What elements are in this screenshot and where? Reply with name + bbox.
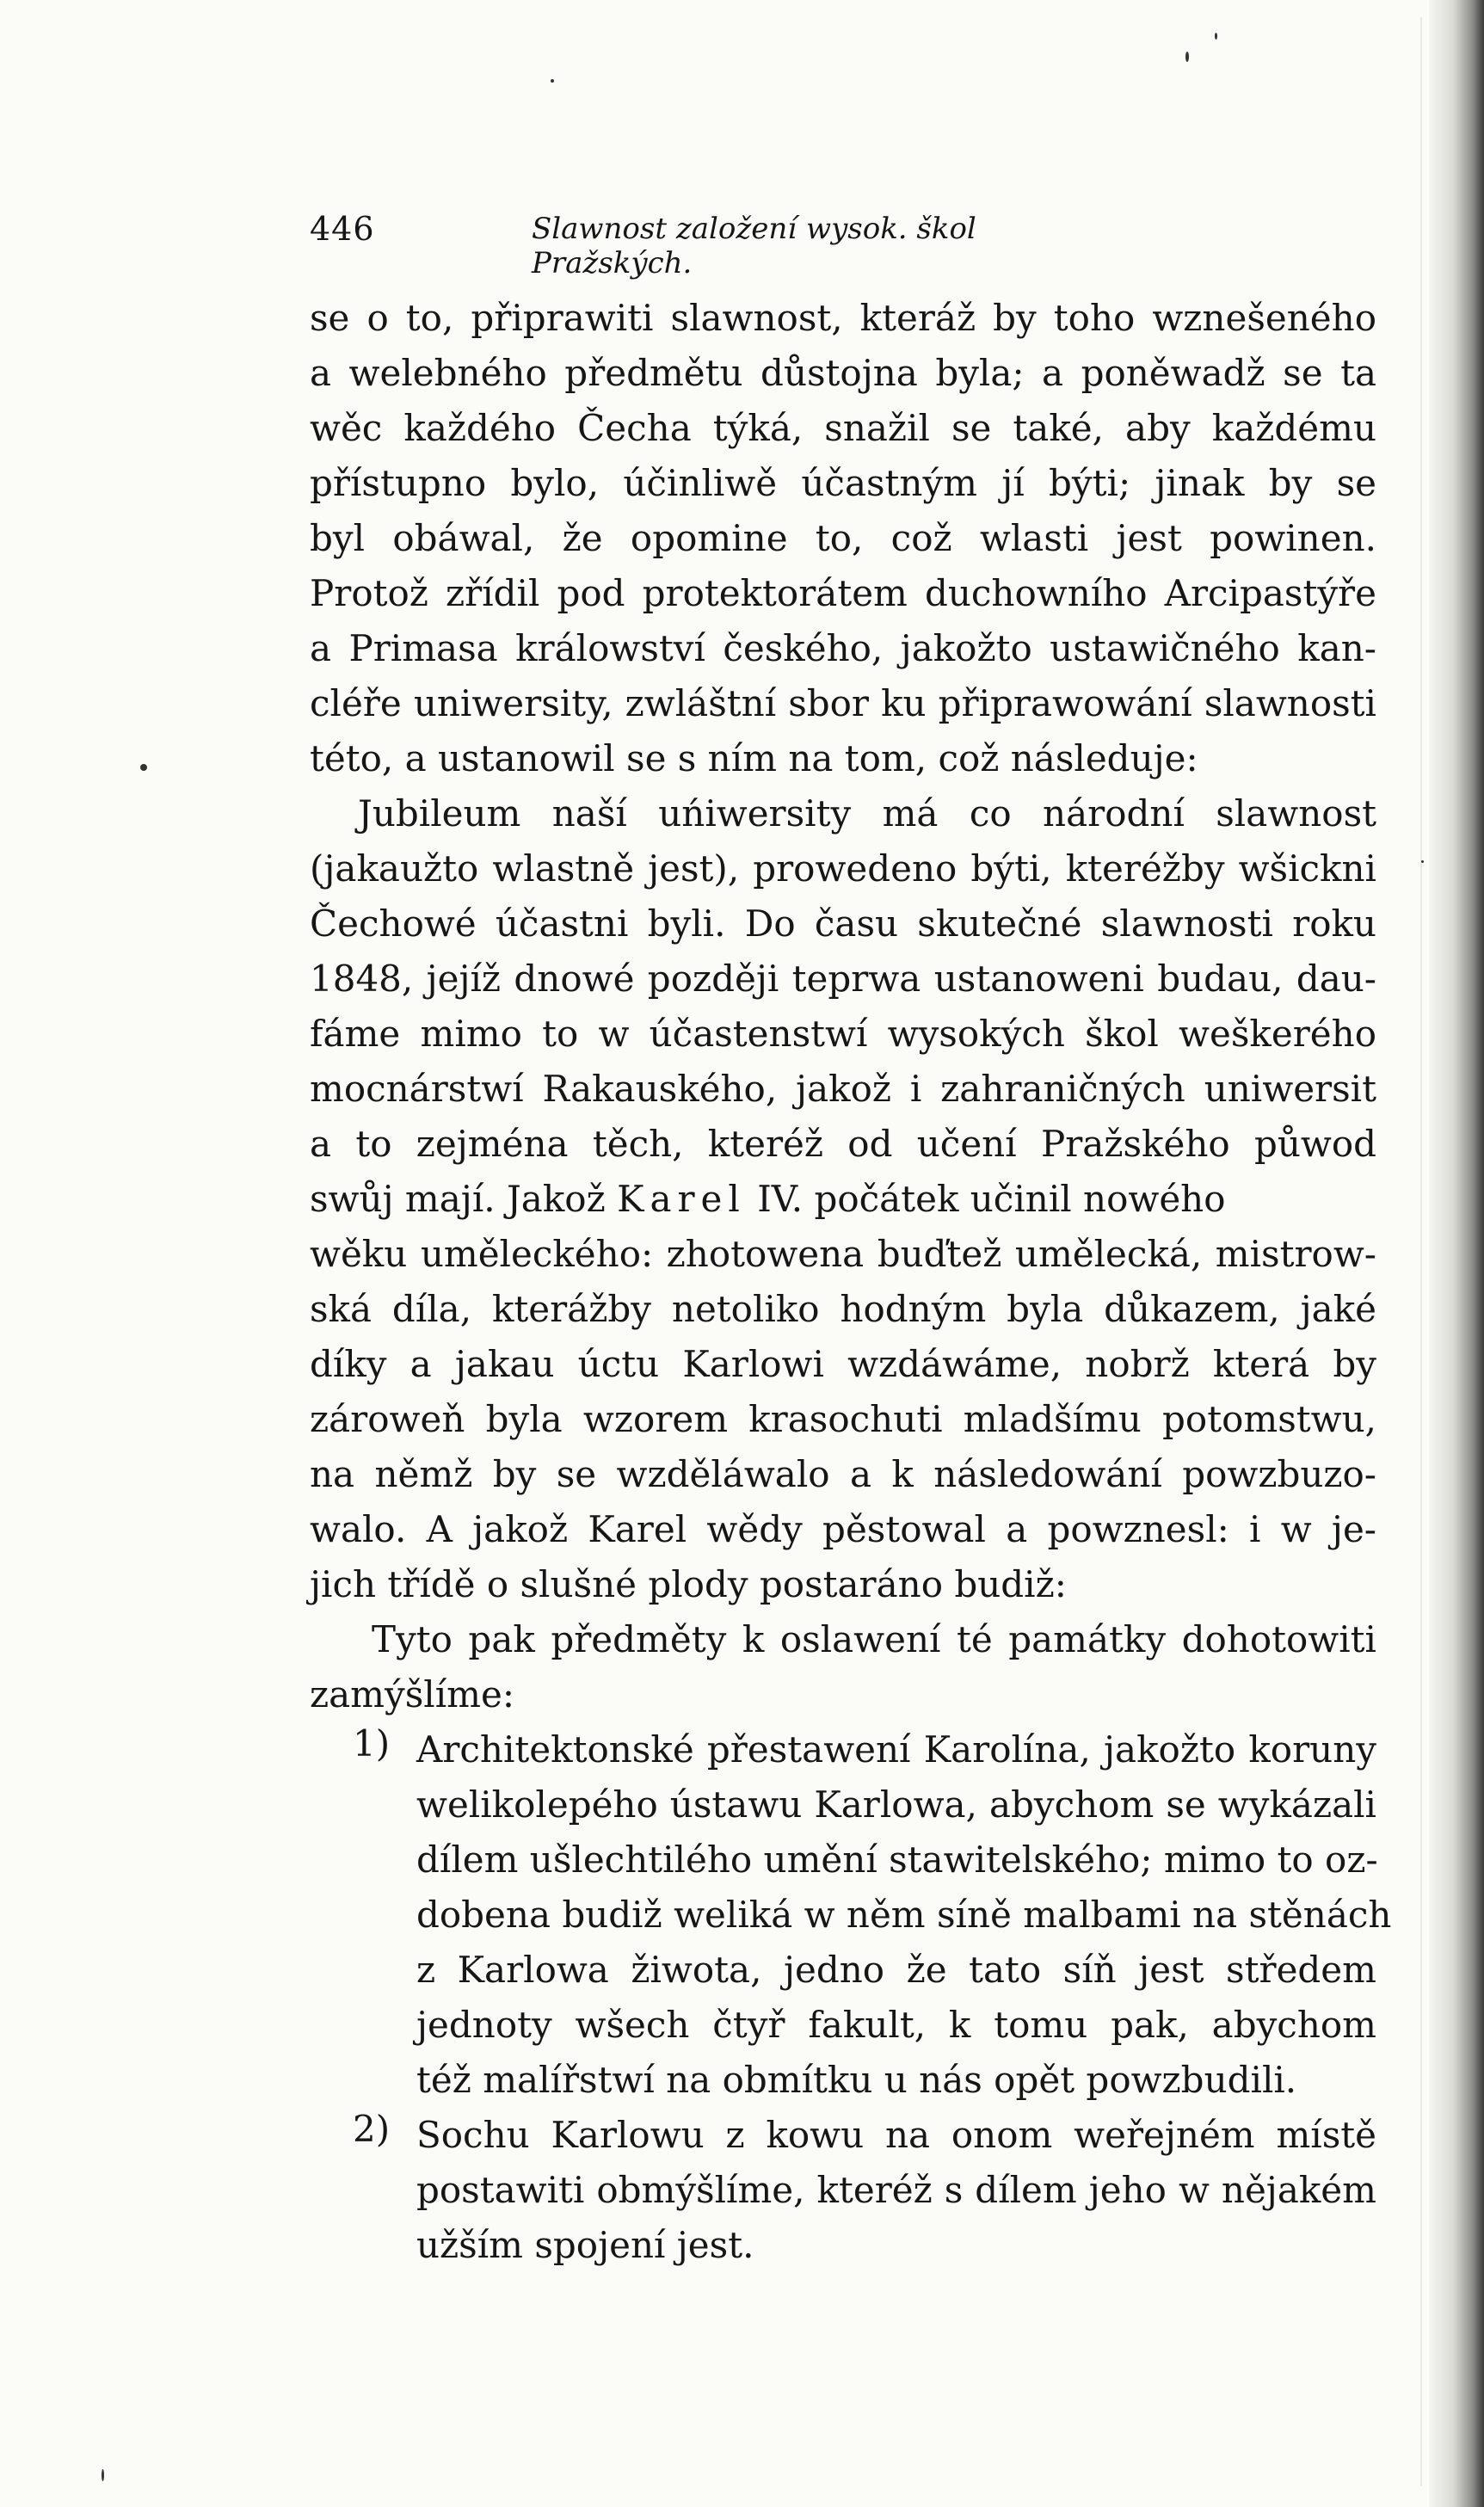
text-line: wěc každého Čecha týká, snažil se také, aby každému	[310, 407, 1376, 449]
text-line: welikolepého ústawu Karlowa, abychom se wykázali	[416, 1783, 1376, 1826]
scan-speck	[551, 79, 554, 83]
text-line: jich třídě o slušné plody postaráno budiž:	[310, 1563, 1067, 1605]
text-line: dobena budiž weliká w něm síně malbami na stěnách	[416, 1894, 1392, 1936]
text-line: Tyto pak předměty k oslawení té památky dohotowiti	[372, 1618, 1376, 1660]
page-edge-shadow	[1429, 0, 1484, 2507]
text-line: jednoty wšech čtyř fakult, k tomu pak, abychom	[416, 2004, 1376, 2046]
text-line: též malířstwí na obmítku u nás opět powzbudili.	[416, 2059, 1297, 2101]
text-line: se o to, připrawiti slawnost, kteráž by toho wznešeného	[310, 297, 1376, 339]
text-line: díky a jakau úctu Karlowi wzdáwáme, nobrž která by	[310, 1343, 1376, 1385]
text-line: Jubileum naší uńiwersity má co národní slawnost	[358, 792, 1376, 835]
text-line: na němž by se wzděláwalo a k následowání powzbuzo-	[310, 1453, 1376, 1495]
paragraph-3	[310, 1612, 1376, 1722]
text-line: užším spojení jest.	[416, 2224, 754, 2266]
text-line: fáme mimo to w účastenstwí wysokých škol weškerého	[310, 1013, 1376, 1055]
page-header	[310, 210, 1144, 280]
page-number: 446	[310, 210, 375, 248]
page-edge-line	[1420, 17, 1422, 2486]
text-line: wěku uměleckého: zhotowena buďtež umělecká, mistrow-	[310, 1233, 1376, 1275]
scan-speck	[1421, 860, 1424, 863]
paragraph-1	[310, 291, 1376, 786]
text-line: z Karlowa žiwota, jedno že tato síň jest středem	[416, 1949, 1376, 1991]
text-line: Protož zřídil pod protektorátem duchowního Arcipastýře	[310, 572, 1376, 614]
text-line: Sochu Karlowu z kowu na onom weřejném místě	[416, 2114, 1376, 2156]
list-item-1	[310, 1722, 1392, 2108]
text-line: a Primasa králowství českého, jakožto ustawičného kan-	[310, 627, 1376, 669]
text-line: walo. A jakož Karel wědy pěstowal a powznesl: i w je-	[310, 1508, 1376, 1550]
text-line: a welebného předmětu důstojna byla; a poněwadž se ta	[310, 352, 1376, 394]
text-line: Čechowé účastni byli. Do času skutečné slawnosti roku	[310, 902, 1376, 945]
text-line: 1848, jejíž dnowé později teprwa ustanoweni budau, dau-	[310, 958, 1376, 1000]
text-line: této, a ustanowil se s ním na tom, což následuje:	[310, 737, 1198, 779]
text-line-karel	[310, 1172, 1376, 1227]
scan-speck	[1185, 52, 1189, 62]
text-line: byl obáwal, že opomine to, což wlasti jest powinen.	[310, 517, 1376, 559]
text-line: dílem ušlechtilého umění stawitelského; mimo to oz-	[416, 1839, 1378, 1881]
scan-speck	[1215, 33, 1217, 40]
list-item-2	[310, 2108, 1376, 2273]
text-line: Architektonské přestawení Karolína, jakožto koruny	[416, 1728, 1376, 1771]
scan-speck	[140, 764, 147, 771]
text-line: (jakaužto wlastně jest), prowedeno býti, kteréžby wšickni	[310, 847, 1376, 890]
body-text	[310, 291, 1392, 2273]
running-title: Slawnost založení wysok. škol Pražských.	[532, 212, 976, 280]
text-line: zároweň byla wzorem krasochuti mladšímu potomstwu,	[310, 1398, 1376, 1440]
text-fragment: swůj mají. Jakož	[310, 1178, 606, 1220]
text-line: ská díla, kterážby netoliko hodným byla důkazem, jaké	[310, 1288, 1376, 1330]
list-number: 2)	[353, 2108, 391, 2150]
text-line: cléře uniwersity, zwláštní sbor ku připrawowání slawnosti	[310, 682, 1376, 724]
scan-speck	[102, 2469, 104, 2481]
paragraph-2	[310, 786, 1376, 1612]
text-line: přístupno bylo, účinliwě účastným jí býti; jinak by se	[310, 462, 1376, 504]
spaced-name: Karel	[617, 1178, 746, 1220]
list-number: 1)	[353, 1722, 391, 1765]
text-line: a to zejména těch, kteréž od učení Pražského půwod	[310, 1123, 1376, 1165]
text-line: mocnárstwí Rakauského, jakož i zahraničných uniwersit	[310, 1068, 1376, 1110]
text-line: postawiti obmýšlíme, kteréž s dílem jeho w nějakém	[416, 2169, 1376, 2211]
text-line: zamýšlíme:	[310, 1673, 514, 1715]
text-fragment: IV. počátek učinil nowého	[745, 1178, 1226, 1220]
